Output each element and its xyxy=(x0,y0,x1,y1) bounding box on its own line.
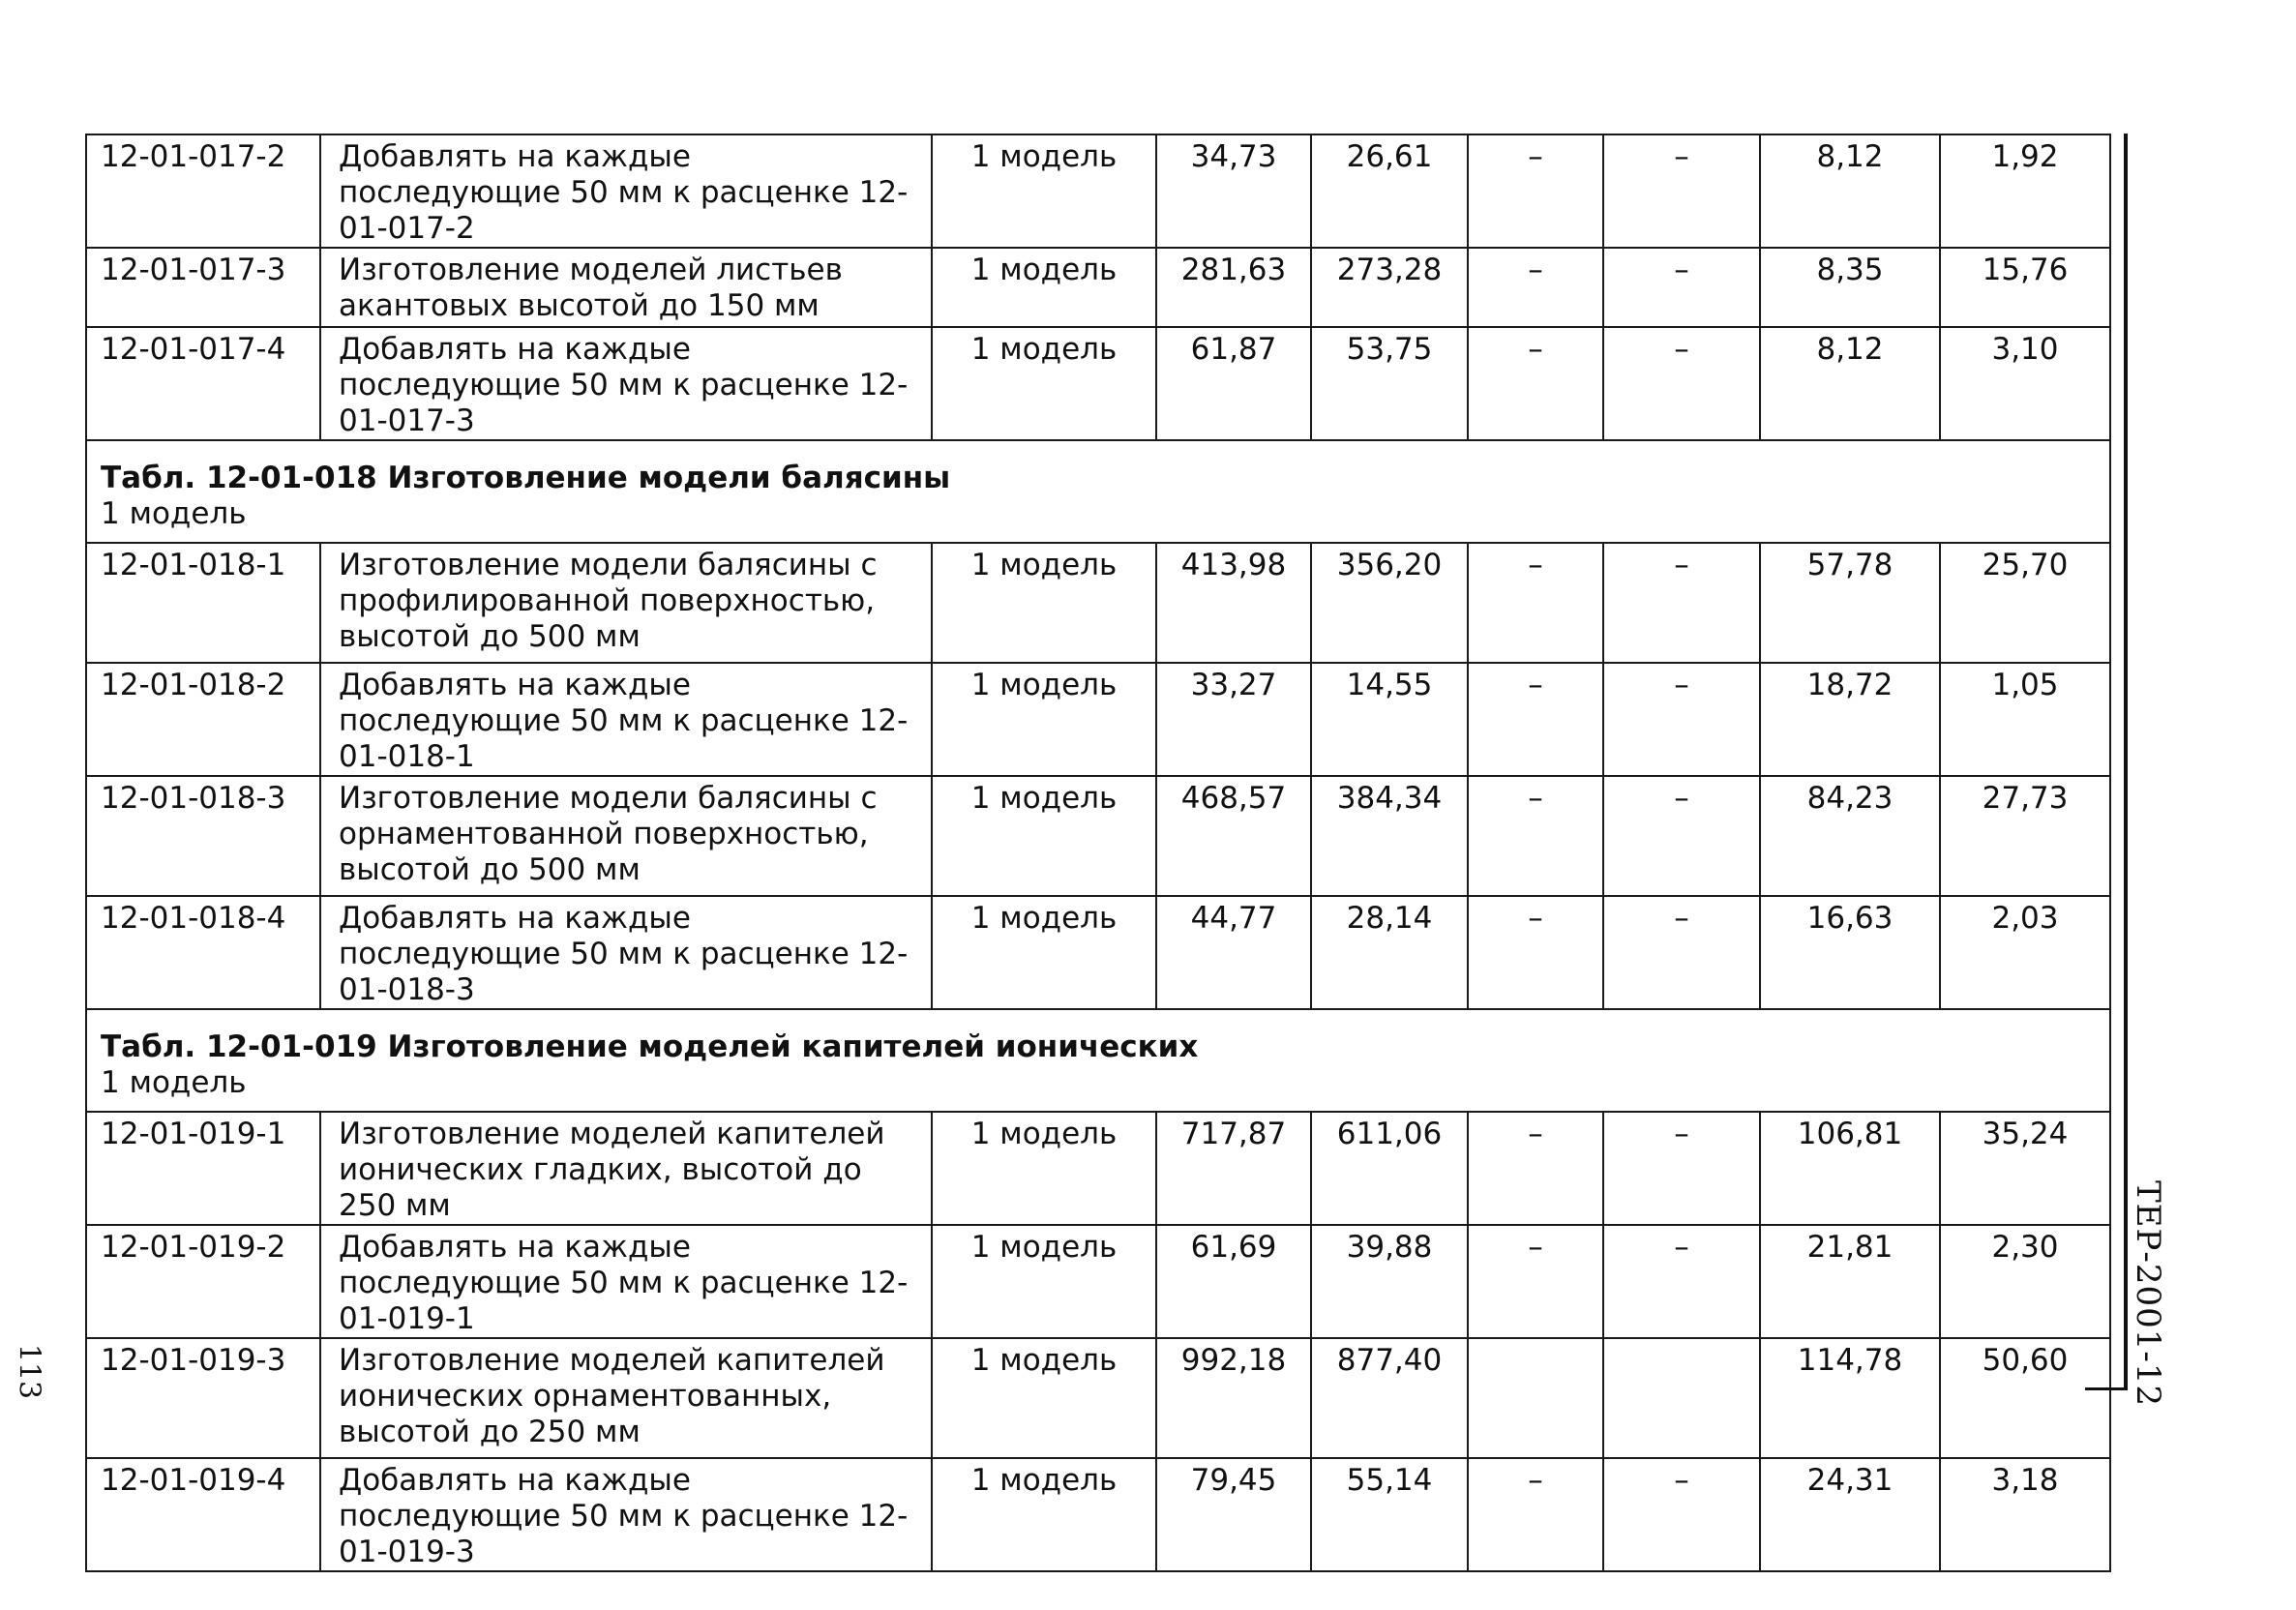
margin-rule xyxy=(2124,134,2128,1389)
section-heading xyxy=(86,1009,2110,1112)
rate-value-2: 53,75 xyxy=(1311,327,1468,440)
table-row xyxy=(86,776,2110,896)
rate-description: Добавлять на каждые последующие 50 мм к расценке 12-01-018-1 xyxy=(320,663,932,776)
rate-description: Добавлять на каждые последующие 50 мм к расценке 12-01-018-3 xyxy=(320,896,932,1009)
table-row xyxy=(86,1338,2110,1458)
rate-value-2: 611,06 xyxy=(1311,1112,1468,1225)
rate-value-5: 8,35 xyxy=(1760,248,1940,327)
section-title: Табл. 12-01-018 Изготовление модели балясины xyxy=(101,461,951,495)
rate-value-2: 356,20 xyxy=(1311,543,1468,663)
rate-code: 12-01-017-4 xyxy=(86,327,320,440)
rate-code: 12-01-018-3 xyxy=(86,776,320,896)
rate-value-5: 114,78 xyxy=(1760,1338,1940,1458)
rate-value-4: – xyxy=(1603,134,1760,248)
rate-unit: 1 модель xyxy=(932,896,1156,1009)
rates-table xyxy=(85,134,2111,1572)
rate-value-3: – xyxy=(1468,543,1603,663)
rate-value-2: 877,40 xyxy=(1311,1338,1468,1458)
rate-value-4: – xyxy=(1603,1225,1760,1338)
rate-description: Изготовление моделей листьев акантовых высотой до 150 мм xyxy=(320,248,932,327)
rate-value-1: 33,27 xyxy=(1156,663,1311,776)
section-unit: 1 модель xyxy=(101,1065,247,1100)
rate-value-3: – xyxy=(1468,134,1603,248)
rate-value-1: 281,63 xyxy=(1156,248,1311,327)
section-unit: 1 модель xyxy=(101,496,247,531)
rate-value-3: – xyxy=(1468,896,1603,1009)
section-title: Табл. 12-01-019 Изготовление моделей капителей ионических xyxy=(101,1029,1199,1064)
rate-value-6: 15,76 xyxy=(1940,248,2110,327)
rate-unit: 1 модель xyxy=(932,543,1156,663)
rate-value-6: 1,05 xyxy=(1940,663,2110,776)
rate-value-3: – xyxy=(1468,776,1603,896)
rate-value-4: – xyxy=(1603,327,1760,440)
rate-value-4 xyxy=(1603,1338,1760,1458)
rate-value-1: 992,18 xyxy=(1156,1338,1311,1458)
rate-value-3: – xyxy=(1468,663,1603,776)
rate-value-1: 468,57 xyxy=(1156,776,1311,896)
rate-code: 12-01-019-4 xyxy=(86,1458,320,1571)
rate-value-2: 28,14 xyxy=(1311,896,1468,1009)
rate-value-6: 35,24 xyxy=(1940,1112,2110,1225)
rate-description: Изготовление модели балясины с профилированной поверхностью, высотой до 500 мм xyxy=(320,543,932,663)
rate-value-1: 61,87 xyxy=(1156,327,1311,440)
rate-value-2: 384,34 xyxy=(1311,776,1468,896)
rate-value-4: – xyxy=(1603,663,1760,776)
rate-description: Добавлять на каждые последующие 50 мм к расценке 12-01-017-2 xyxy=(320,134,932,248)
rate-code: 12-01-017-3 xyxy=(86,248,320,327)
section-header-019 xyxy=(86,1009,2110,1112)
rate-value-4: – xyxy=(1603,776,1760,896)
rate-value-6: 3,10 xyxy=(1940,327,2110,440)
rate-code: 12-01-019-2 xyxy=(86,1225,320,1338)
rate-value-2: 273,28 xyxy=(1311,248,1468,327)
rate-description: Добавлять на каждые последующие 50 мм к расценке 12-01-017-3 xyxy=(320,327,932,440)
table-row xyxy=(86,543,2110,663)
rate-description: Изготовление моделей капителей ионических орнаментованных, высотой до 250 мм xyxy=(320,1338,932,1458)
rate-value-6: 2,03 xyxy=(1940,896,2110,1009)
rate-value-4: – xyxy=(1603,1458,1760,1571)
rate-value-6: 1,92 xyxy=(1940,134,2110,248)
table-row xyxy=(86,248,2110,327)
rate-value-5: 84,23 xyxy=(1760,776,1940,896)
section-header-018 xyxy=(86,440,2110,543)
rate-code: 12-01-017-2 xyxy=(86,134,320,248)
table-row xyxy=(86,1458,2110,1571)
rate-code: 12-01-019-3 xyxy=(86,1338,320,1458)
rate-value-5: 16,63 xyxy=(1760,896,1940,1009)
rate-unit: 1 модель xyxy=(932,1112,1156,1225)
rate-value-2: 55,14 xyxy=(1311,1458,1468,1571)
rate-value-5: 18,72 xyxy=(1760,663,1940,776)
rate-value-3: – xyxy=(1468,248,1603,327)
rate-value-5: 8,12 xyxy=(1760,134,1940,248)
rate-unit: 1 модель xyxy=(932,248,1156,327)
table-row xyxy=(86,134,2110,248)
rate-description: Добавлять на каждые последующие 50 мм к расценке 12-01-019-3 xyxy=(320,1458,932,1571)
rate-value-3 xyxy=(1468,1338,1603,1458)
rate-value-6: 3,18 xyxy=(1940,1458,2110,1571)
rate-value-6: 25,70 xyxy=(1940,543,2110,663)
rate-value-6: 2,30 xyxy=(1940,1225,2110,1338)
rate-unit: 1 модель xyxy=(932,1338,1156,1458)
rate-unit: 1 модель xyxy=(932,776,1156,896)
rate-unit: 1 модель xyxy=(932,1458,1156,1571)
rate-value-6: 50,60 xyxy=(1940,1338,2110,1458)
rate-value-5: 21,81 xyxy=(1760,1225,1940,1338)
rate-value-1: 413,98 xyxy=(1156,543,1311,663)
rate-value-5: 24,31 xyxy=(1760,1458,1940,1571)
table-row xyxy=(86,1225,2110,1338)
rate-unit: 1 модель xyxy=(932,134,1156,248)
rate-description: Изготовление моделей капителей ионических гладких, высотой до 250 мм xyxy=(320,1112,932,1225)
rate-value-1: 717,87 xyxy=(1156,1112,1311,1225)
table-row xyxy=(86,896,2110,1009)
rate-value-1: 34,73 xyxy=(1156,134,1311,248)
margin-rule-foot xyxy=(2085,1387,2128,1390)
rate-code: 12-01-018-2 xyxy=(86,663,320,776)
rate-value-5: 8,12 xyxy=(1760,327,1940,440)
rate-description: Изготовление модели балясины с орнаментованной поверхностью, высотой до 500 мм xyxy=(320,776,932,896)
rate-value-3: – xyxy=(1468,1225,1603,1338)
rate-code: 12-01-019-1 xyxy=(86,1112,320,1225)
page-number: 113 xyxy=(12,1343,46,1400)
rate-value-5: 57,78 xyxy=(1760,543,1940,663)
document-code: ТЕР-2001-12 xyxy=(2129,1180,2167,1408)
table-row xyxy=(86,1112,2110,1225)
table-row xyxy=(86,663,2110,776)
rate-unit: 1 модель xyxy=(932,663,1156,776)
rate-value-1: 61,69 xyxy=(1156,1225,1311,1338)
rate-value-4: – xyxy=(1603,1112,1760,1225)
rate-value-3: – xyxy=(1468,1112,1603,1225)
rate-description: Добавлять на каждые последующие 50 мм к расценке 12-01-019-1 xyxy=(320,1225,932,1338)
rate-value-2: 26,61 xyxy=(1311,134,1468,248)
rate-value-3: – xyxy=(1468,327,1603,440)
rate-code: 12-01-018-4 xyxy=(86,896,320,1009)
rate-code: 12-01-018-1 xyxy=(86,543,320,663)
rate-value-4: – xyxy=(1603,248,1760,327)
rate-value-6: 27,73 xyxy=(1940,776,2110,896)
rate-value-4: – xyxy=(1603,543,1760,663)
rate-value-2: 14,55 xyxy=(1311,663,1468,776)
rate-value-3: – xyxy=(1468,1458,1603,1571)
rate-value-1: 79,45 xyxy=(1156,1458,1311,1571)
rate-unit: 1 модель xyxy=(932,1225,1156,1338)
rate-value-4: – xyxy=(1603,896,1760,1009)
rate-value-5: 106,81 xyxy=(1760,1112,1940,1225)
section-heading xyxy=(86,440,2110,543)
rate-value-1: 44,77 xyxy=(1156,896,1311,1009)
table-row xyxy=(86,327,2110,440)
rate-unit: 1 модель xyxy=(932,327,1156,440)
rate-value-2: 39,88 xyxy=(1311,1225,1468,1338)
